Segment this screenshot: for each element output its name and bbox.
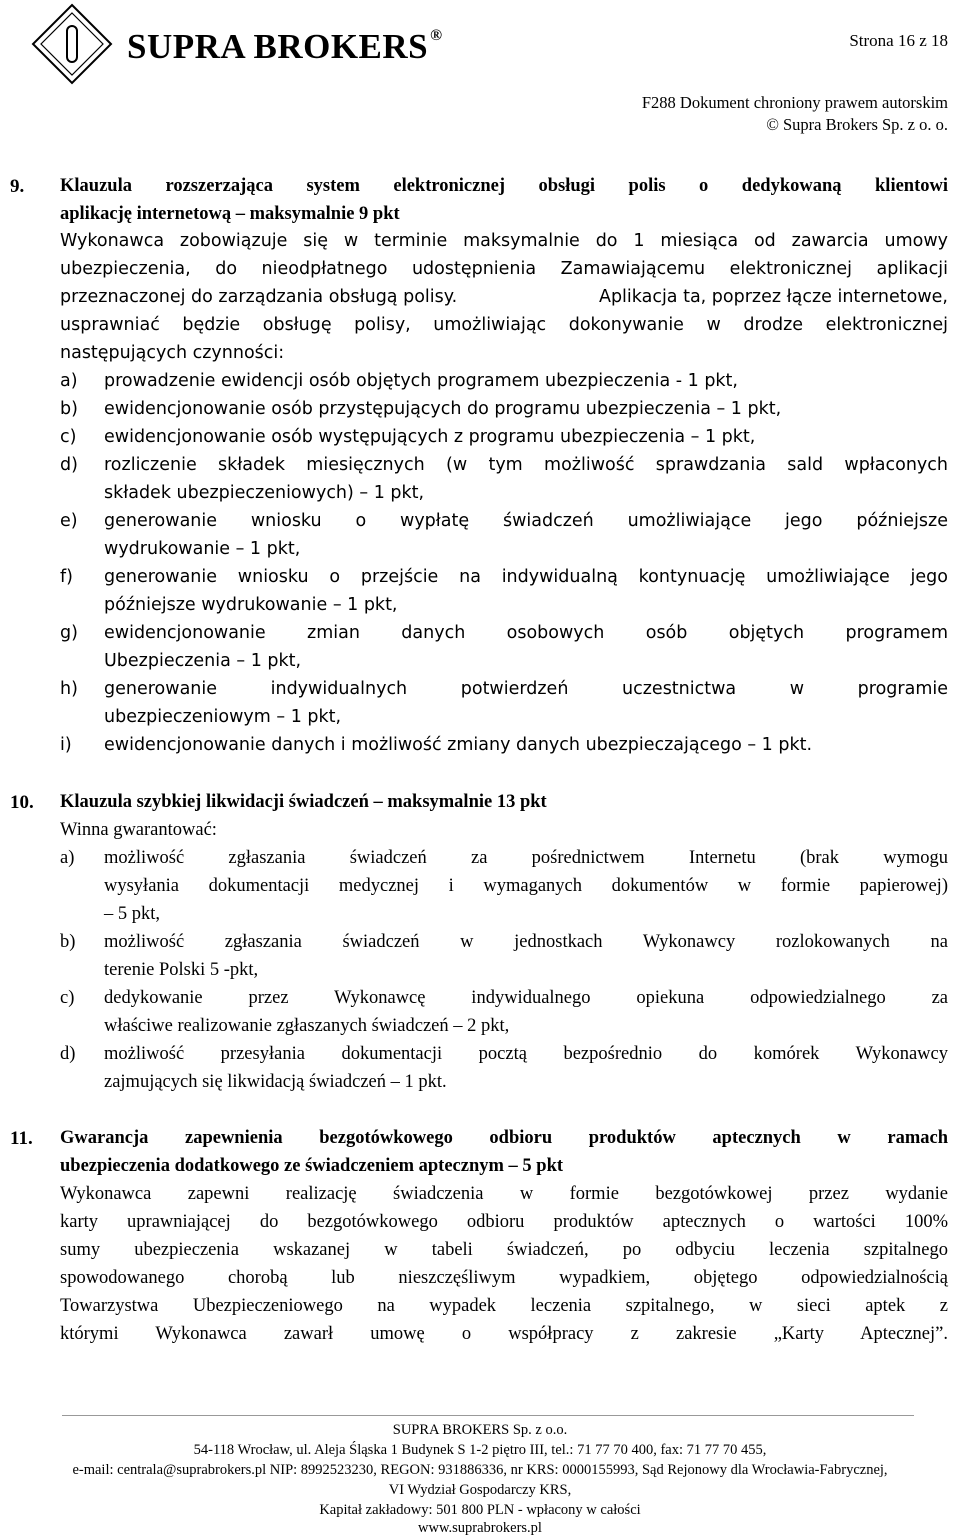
copyright-notice: F288 Dokument chroniony prawem autorskim [641,93,948,112]
copyright-owner: © Supra Brokers Sp. z o. o. [766,115,948,134]
list-item-cont: terenie Polski 5 -pkt, [104,960,259,980]
section-9-title: Klauzula rozszerzająca system elektronicznej obsługi polis o dedykowaną klientowi [60,176,948,196]
list-item-cont: późniejsze wydrukowanie – 1 pkt, [104,595,398,615]
footer-website: www.suprabrokers.pl [418,1520,542,1536]
paragraph-line: którymi Wykonawca zawarł umowę o współpracy z zakresie „Karty Aptecznej”. [60,1324,948,1344]
footer-divider [62,1415,914,1416]
list-item-cont: właściwe realizowanie zgłaszanych świadczeń – 2 pkt, [104,1016,510,1036]
list-item-label: c) [60,427,77,447]
paragraph-line: Winna gwarantować: [60,820,217,840]
list-item-label: g) [60,623,78,643]
paragraph-line: Wykonawca zapewni realizację świadczenia w formie bezgotówkowej przez wydanie [60,1184,948,1204]
footer-registration: e-mail: centrala@suprabrokers.pl NIP: 8992523230, REGON: 931886336, nr KRS: 0000155993, Sąd Rejonowy dla Wrocławia-Fabrycznej, [72,1462,888,1478]
list-item-label: d) [60,1044,76,1064]
list-item-cont: wysyłania dokumentacji medycznej i wymaganych dokumentów w formie papierowej) [104,876,948,896]
list-item-label: c) [60,988,75,1008]
list-item: rozliczenie składek miesięcznych (w tym możliwość sprawdzania sald wpłaconych [104,455,948,475]
footer-court-division: VI Wydział Gospodarczy KRS, [388,1482,572,1498]
list-item-cont: składek ubezpieczeniowych) – 1 pkt, [104,483,425,503]
list-item-label: a) [60,848,75,868]
list-item: prowadzenie ewidencji osób objętych programem ubezpieczenia - 1 pkt, [104,371,738,391]
footer-company: SUPRA BROKERS Sp. z o.o. [392,1422,568,1438]
list-item-label: d) [60,455,78,475]
page-number: Strona 16 z 18 [849,31,948,50]
list-item: możliwość zgłaszania świadczeń za pośrednictwem Internetu (brak wymogu [104,848,948,868]
list-item: dedykowanie przez Wykonawcę indywidualnego opiekuna odpowiedzialnego za [104,988,948,1008]
list-item-cont: ubezpieczeniowym – 1 pkt, [104,707,342,727]
list-item: generowanie wniosku o przejście na indywidualną kontynuację umożliwiające jego [104,567,948,587]
paragraph-line: Aplikacja ta, poprzez łącze internetowe, [598,287,948,307]
paragraph-line: ubezpieczenia, do nieodpłatnego udostępnienia Zamawiającemu elektronicznej aplikacji [60,259,948,279]
paragraph-line: przeznaczonej do zarządzania obsługą polisy. [60,287,458,307]
section-9-number: 9. [10,176,25,197]
section-11-title-cont: ubezpieczenia dodatkowego ze świadczeniem aptecznym – 5 pkt [60,1156,564,1176]
list-item: generowanie wniosku o wypłatę świadczeń umożliwiające jego późniejsze [104,511,948,531]
paragraph-line: sumy ubezpieczenia wskazanej w tabeli świadczeń, po odbyciu leczenia szpitalnego [60,1240,948,1260]
paragraph-line: usprawniać będzie obsługę polisy, umożliwiając dokonywanie w drodze elektronicznej [60,315,948,335]
section-10-number: 10. [10,792,34,813]
list-item: możliwość przesyłania dokumentacji pocztą bezpośrednio do komórek Wykonawcy [104,1044,948,1064]
paragraph-line: karty uprawniającej do bezgotówkowego odbioru produktów aptecznych o wartości 100% [60,1212,948,1232]
brand-name: SUPRA BROKERS ® [127,27,443,66]
section-11-number: 11. [10,1128,33,1149]
list-item: ewidencjonowanie danych i możliwość zmiany danych ubezpieczającego – 1 pkt. [104,735,813,755]
list-item: generowanie indywidualnych potwierdzeń uczestnictwa w programie [104,679,948,699]
section-10-title: Klauzula szybkiej likwidacji świadczeń – maksymalnie 13 pkt [60,792,547,812]
footer-address: 54-118 Wrocław, ul. Aleja Śląska 1 Budynek S 1-2 piętro III, tel.: 71 77 70 400, fax: 71 77 70 455, [193,1442,767,1458]
section-9-title-cont: aplikację internetową – maksymalnie 9 pkt [60,204,400,224]
paragraph-line: Towarzystwa Ubezpieczeniowego na wypadek leczenia szpitalnego, w sieci aptek z [60,1296,948,1316]
registered-mark: ® [430,27,443,44]
list-item-label: b) [60,399,78,419]
list-item: ewidencjonowanie osób przystępujących do programu ubezpieczenia – 1 pkt, [104,399,782,419]
section-11-title: Gwarancja zapewnienia bezgotówkowego odbioru produktów aptecznych w ramach [60,1128,948,1148]
list-item-cont: Ubezpieczenia – 1 pkt, [104,651,302,671]
list-item-label: i) [60,735,72,755]
list-item: możliwość zgłaszania świadczeń w jednostkach Wykonawcy rozlokowanych na [104,932,948,952]
list-item-label: f) [60,567,73,587]
list-item-label: b) [60,932,76,952]
list-item-label: e) [60,511,78,531]
paragraph-line: spowodowanego chorobą lub nieszczęśliwym wypadkiem, objętego odpowiedzialnością [60,1268,948,1288]
list-item-cont: – 5 pkt, [104,904,161,924]
list-item-label: a) [60,371,78,391]
list-item: ewidencjonowanie osób występujących z programu ubezpieczenia – 1 pkt, [104,427,756,447]
paragraph-line: następujących czynności: [60,343,285,363]
list-item-cont: zajmujących się likwidacją świadczeń – 1 pkt. [104,1072,447,1092]
list-item-label: h) [60,679,78,699]
footer-capital: Kapitał zakładowy: 501 800 PLN - wpłacony w całości [319,1502,641,1518]
list-item-cont: wydrukowanie – 1 pkt, [104,539,301,559]
paragraph-line: Wykonawca zobowiązuje się w terminie maksymalnie do 1 miesiąca od zawarcia umowy [60,231,948,251]
list-item: ewidencjonowanie zmian danych osobowych osób objętych programem [104,623,948,643]
